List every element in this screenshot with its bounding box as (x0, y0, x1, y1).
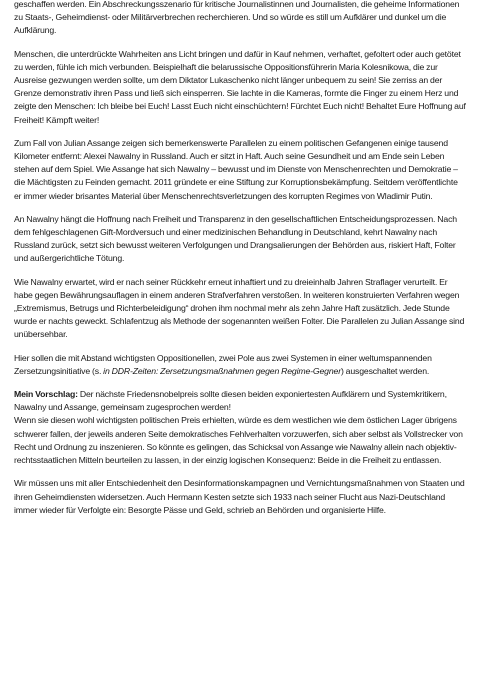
paragraph-6-text-b: ) ausgeschaltet werden. (340, 365, 430, 376)
paragraph-5: Wie Nawalny erwartet, wird er nach seiner Rückkehr erneut inhaftiert und zu dreieinhalb Jahren Straflager verurteilt. Er habe gegen Bewährungsauflagen in einem anderen Strafverfahren verstoßen. In weiteren konstruierten Verfahren wegen „Extremismus, Betrugs und Richterbeleidigung“ drohen ihm nochmal mehr als zehn Jahre Haft zusätzlich. Jede Stunde wurde er nachts geweckt. Schlafentzug als Methode der sogenannten weißen Folter. Die Parallelen zu Julian Assange sind unübersehbar. (14, 276, 465, 340)
paragraph-2: Menschen, die unterdrückte Wahrheiten ans Licht bringen und dafür in Kauf nehmen, verhaftet, gefoltert oder auch getötet zu werden, fühle ich mich verbunden. Beispielhaft die belarussische Oppositionsführerin Maria Kolesnikowa, die zur Ausreise gezwungen werden sollte, um dem Diktator Lukaschenko nicht länger unbequem zu sein! Sie zerriss an der Grenze demonstrativ ihren Pass und ließ sich einsperren. Sie lachte in die Kameras, formte die Finger zu einem Herz und zeigte den Menschen: Ich bleibe bei Euch! Lasst Euch nicht einschüchtern! Fürchtet Euch nicht! Behaltet Eure Hoffnung auf Freiheit! Kämpft weiter! (14, 48, 466, 125)
paragraph-6-italic: in DDR-Zeiten: Zersetzungsmaßnahmen gegen Regime-Gegner (103, 365, 341, 376)
paragraph-3: Zum Fall von Julian Assange zeigen sich bemerkenswerte Parallelen zu einem politischen Gefangenen einige tausend Kilometer entfernt: Alexei Nawalny in Russland. Auch er sitzt in Haft. Auch seine Gesundheit und am Ende sein Leben stehen auf dem Spiel. Wie Assange hat sich Nawalny – bewusst und im Dienste von Menschenrechten und Demokratie – die Mächtigsten zu Feinden gemacht. 2011 gründete er eine Stiftung zur Korruptionsbekämpfung. Seitdem veröffentlichte er immer wieder brisantes Material über Menschenrechtsverletzungen des korrupten Regimes von Wladimir Putin. (14, 137, 458, 201)
paragraph-7-text-a: Der nächste Friedensnobelpreis sollte diesen beiden exponiertesten Aufklärern und Systemkritikern, Nawalny und Assange, gemeinsam zugesprochen werden! (14, 389, 447, 413)
paragraph-1: geschaffen werden. Ein Abschreckungsszenario für kritische Journalistinnen und Journalisten, die geheime Informationen zu Staats-, Geheimdienst- oder Militärverbrechen recherchieren. Und so würde es still um Aufklärer und dunkel um die Aufklärung. (14, 0, 460, 36)
paragraph-6-text-a: Hier sollen die mit Abstand wichtigsten Oppositionellen, zwei Pole aus zwei Systemen in einer weltumspannenden Zersetzungsinitiative (s. (14, 352, 432, 376)
paragraph-7 (14, 388, 467, 467)
paragraph-8: Wir müssen uns mit aller Entschiedenheit den Desinformationskampagnen und Vernichtungsmaßnahmen von Staaten und ihren Geheimdiensten widersetzen. Auch Hermann Kesten setzte sich 1933 nach seiner Flucht aus Nazi-Deutschland immer wieder für Verfolgte ein: Besorgte Pässe und Geld, schrieb an Behörden und organisierte Hilfe. (14, 478, 465, 515)
paragraph-4: An Nawalny hängt die Hoffnung nach Freiheit und Transparenz in den gesellschaftlichen Entscheidungsprozessen. Nach dem fehlgeschlagenen Gift-Mordversuch und einer medizinischen Behandlung in Deutschland, kehrt Nawalny nach Russland zurück, setzt sich bewusst weiteren Verfolgungen und Drangsalierungen der Behörden aus, riskiert Haft, Folter und außergerichtliche Tötung. (14, 213, 457, 264)
paragraph-7-text-b: Wenn sie diesen wohl wichtigsten politischen Preis erhielten, würde es dem westlichen wie dem östlichen Lager übrigens schwerer fallen, der jeweils anderen Seite demokratisches Fehlverhalten vorzuwerfen, sich aber selbst als Vollstrecker von Recht und Ordnung zu inszenieren. So könnte es gelingen, das Schicksal von Assange wie Nawalny allein nach objektiv-rechtsstaatlichen Mitteln beurteilen zu lassen, in der einzig logischen Konsequenz: Beide in die Freiheit zu entlassen. (14, 415, 463, 466)
paragraph-6 (14, 352, 467, 378)
proposal-label: Mein Vorschlag: (14, 389, 78, 400)
